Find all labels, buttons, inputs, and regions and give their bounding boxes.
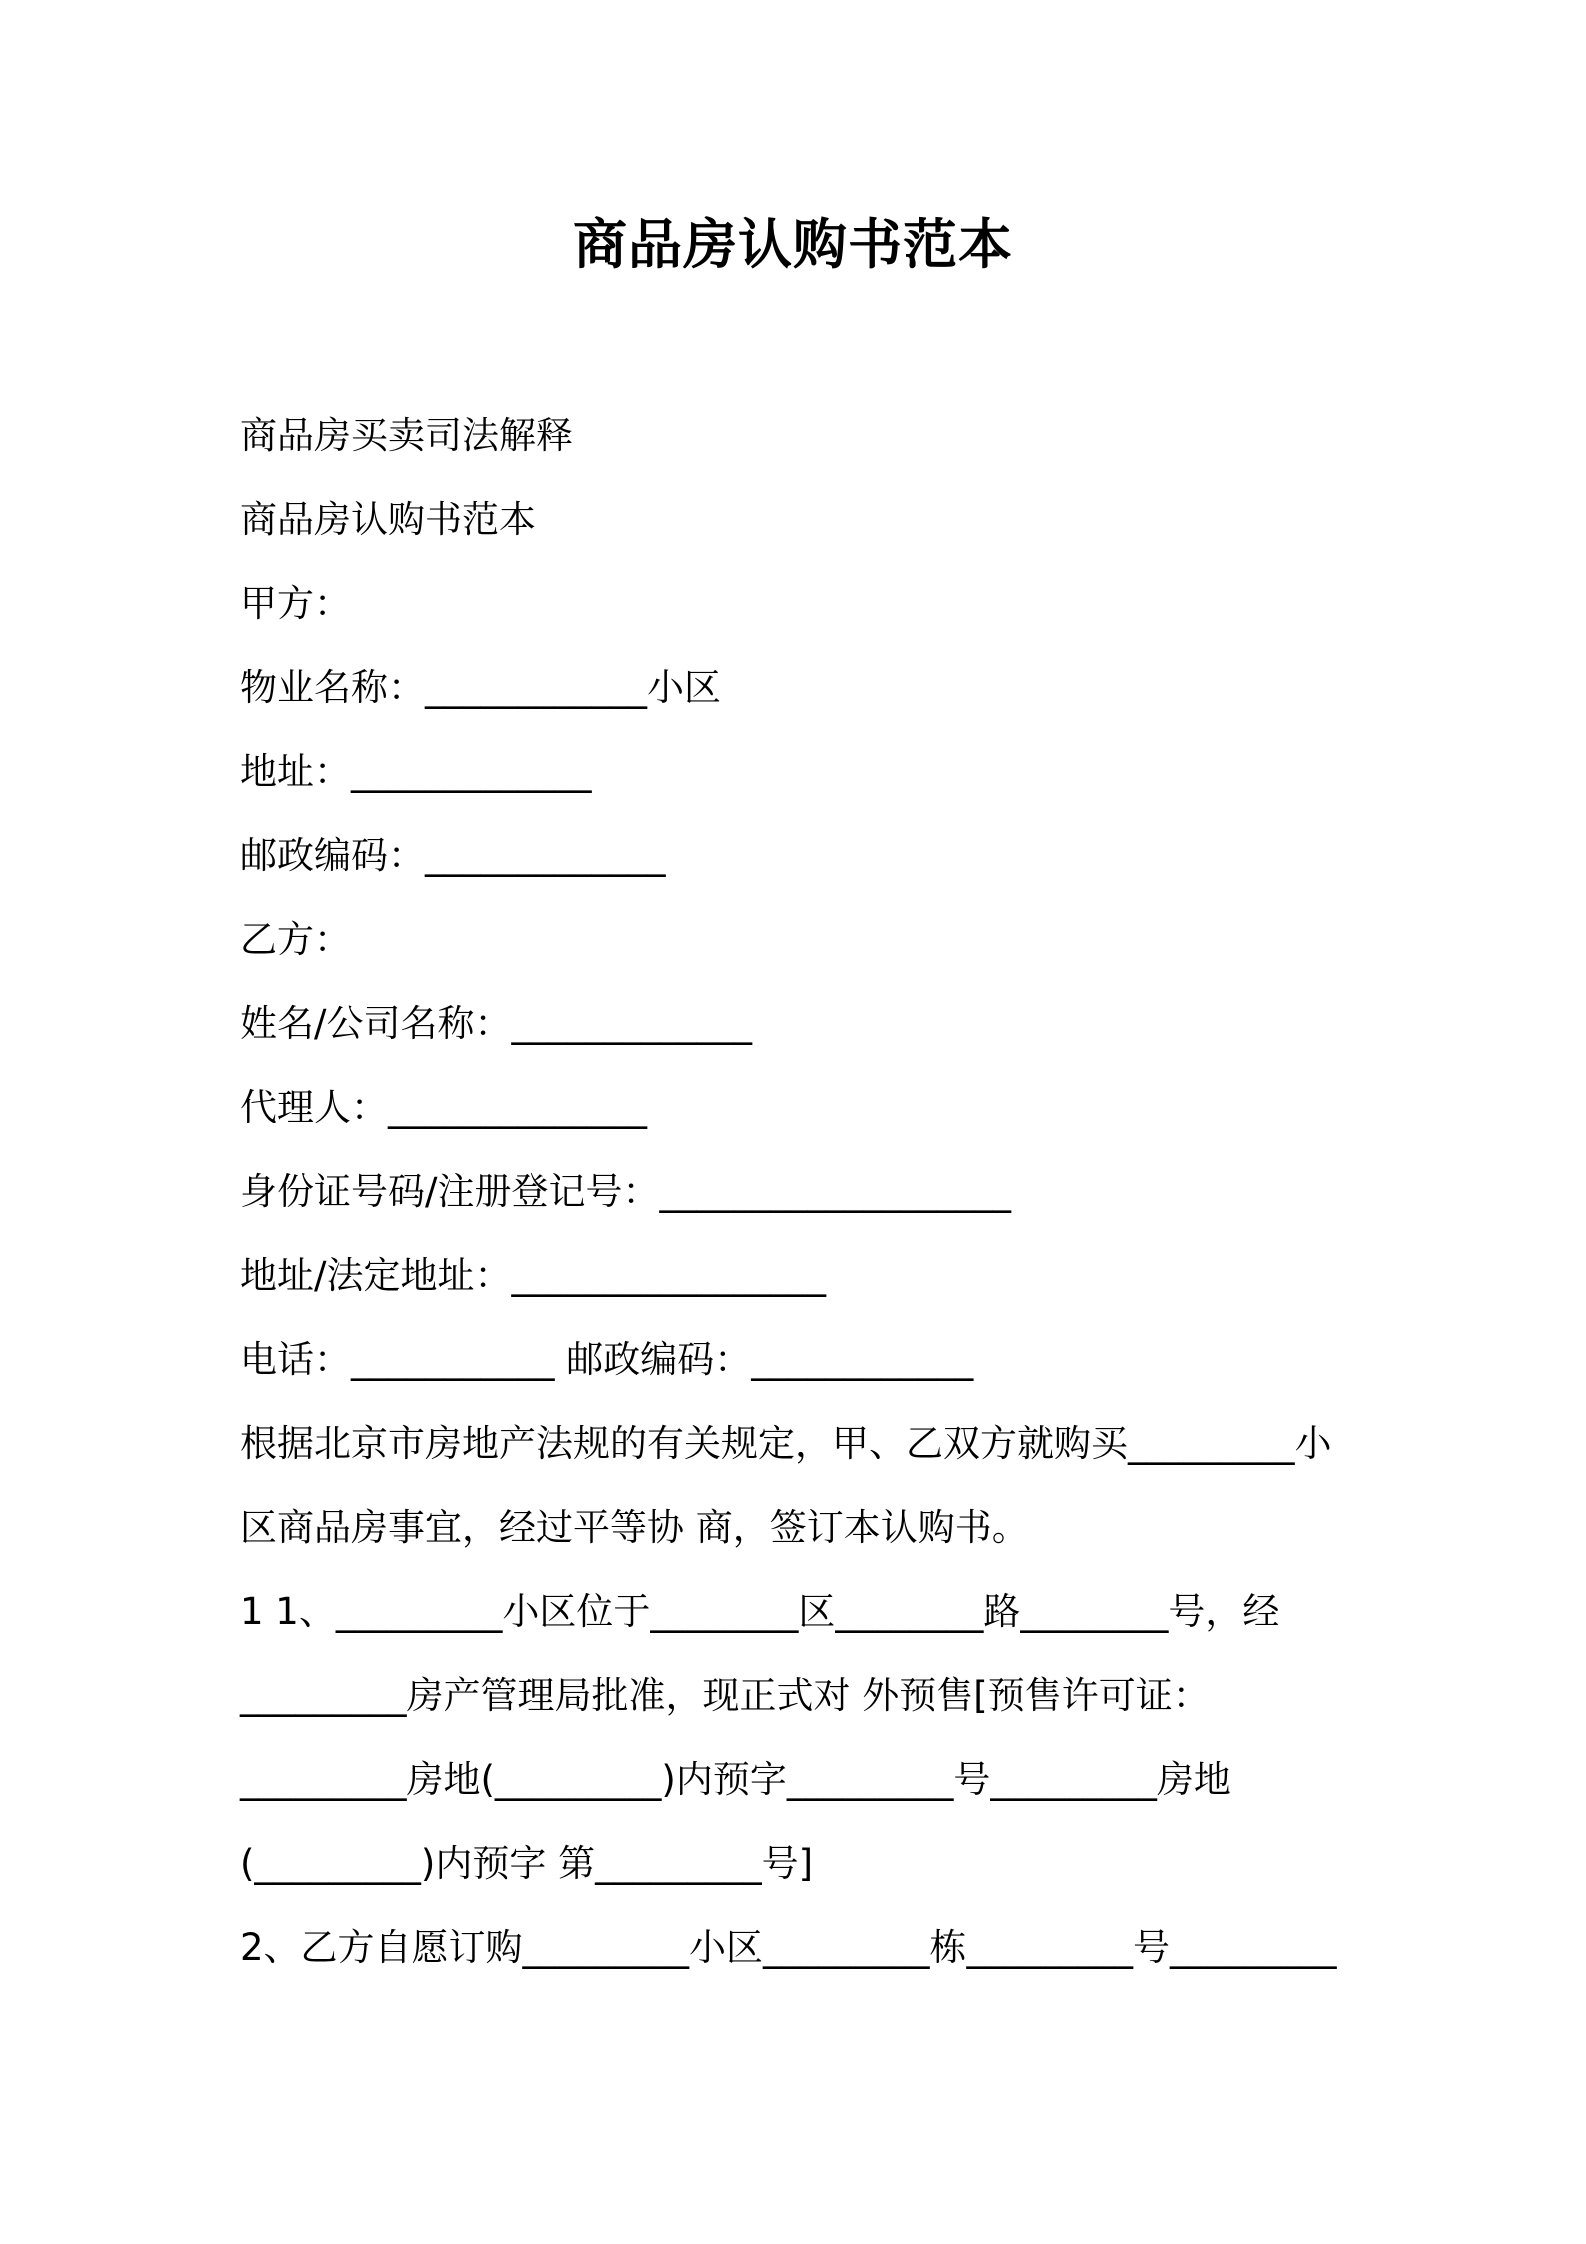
party-a-address-field: 地址：_____________ — [240, 750, 592, 793]
preamble-paragraph-line-2: 区商品房事宜，经过平等协 商，签订本认购书。 — [240, 1506, 1029, 1549]
party-b-heading: 乙方： — [240, 918, 351, 961]
phone-postcode-field: 电话：___________ 邮政编码：____________ — [240, 1338, 974, 1381]
clause-1-line-4: (_________)内预字 第_________号] — [240, 1842, 814, 1885]
clause-1-line-2: _________房产管理局批准，现正式对 外预售[预售许可证： — [240, 1674, 1210, 1717]
clause-2-line-1: 2、乙方自愿订购_________小区_________栋_________号_________ — [240, 1926, 1337, 1969]
party-a-postcode-field: 邮政编码：_____________ — [240, 834, 666, 877]
agent-field: 代理人：______________ — [240, 1086, 647, 1129]
party-b-address-field: 地址/法定地址：_________________ — [240, 1254, 826, 1297]
party-b-name-field: 姓名/公司名称：_____________ — [240, 1002, 752, 1045]
document-title: 商品房认购书范本 — [573, 213, 1013, 276]
subtitle-template: 商品房认购书范本 — [240, 498, 536, 541]
preamble-paragraph-line-1: 根据北京市房地产法规的有关规定，甲、乙双方就购买_________小 — [240, 1422, 1332, 1465]
id-number-field: 身份证号码/注册登记号：___________________ — [240, 1170, 1011, 1213]
subtitle-judicial-interpretation: 商品房买卖司法解释 — [240, 414, 573, 457]
property-name-field: 物业名称：____________小区 — [240, 666, 721, 709]
clause-1-line-1: 1 1、_________小区位于________区________路________号，经 — [240, 1590, 1280, 1633]
party-a-heading: 甲方： — [240, 582, 351, 625]
clause-1-line-3: _________房地(_________)内预字_________号_________房地 — [240, 1758, 1231, 1801]
